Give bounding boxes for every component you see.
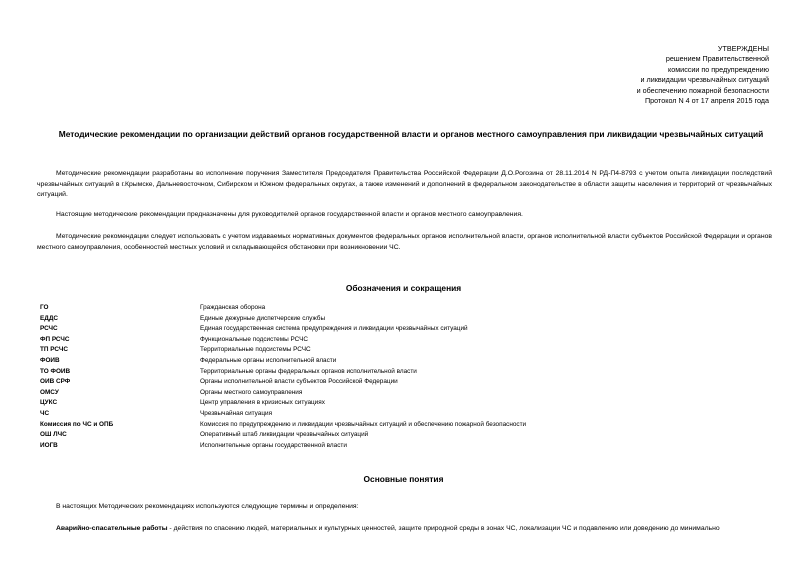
abbreviations-table-body (40, 303, 760, 451)
abbreviation-row (40, 367, 760, 378)
paragraph-audience: Настоящие методические рекомендации предназначены для руководителей органов государственной власти и органов местного самоуправления. (56, 211, 523, 218)
abbreviation-row (40, 356, 760, 367)
document-title: Методические рекомендации по организации действий органов государственной власти и органов местного самоуправления при ликвидации чрезвычайных ситуаций (58, 129, 764, 139)
abbreviation-row (40, 430, 760, 441)
approval-block (469, 44, 769, 106)
approval-line: УТВЕРЖДЕНЫ (717, 44, 769, 53)
abbreviation-meaning: Единые дежурные диспетчерские службы (200, 314, 326, 322)
abbreviation-row (40, 324, 760, 335)
abbreviation-term: ФП РСЧС (40, 335, 70, 343)
concept-definition (37, 524, 772, 535)
abbreviation-meaning: Чрезвычайная ситуация (200, 409, 273, 417)
abbreviations-table (40, 303, 760, 451)
abbreviation-term: ГО (40, 304, 49, 311)
abbreviation-row (40, 409, 760, 420)
concept-term: Аварийно-спасательные работы (56, 525, 168, 532)
abbreviation-term: ЕДДС (40, 314, 58, 322)
concept-text: - действия по спасению людей, материальных и культурных ценностей, защите природной среды в зонах ЧС, локализации ЧС и подавлению или доведению до минимально (167, 525, 720, 532)
abbreviation-meaning: Единая государственная система предупреждения и ликвидации чрезвычайных ситуаций (200, 325, 468, 333)
abbreviation-meaning: Исполнительные органы государственной власти (200, 441, 347, 449)
abbreviation-term: ОИВ СРФ (40, 378, 71, 386)
abbreviation-row (40, 420, 760, 431)
abbreviation-row (40, 345, 760, 356)
abbreviation-meaning: Центр управления в кризисных ситуациях (200, 399, 325, 407)
abbreviation-meaning: Органы исполнительной власти субъектов Российской Федерации (200, 378, 398, 386)
abbreviation-term: ФОИВ (40, 356, 60, 364)
concepts-intro: В настоящих Методических рекомендациях используются следующие термины и определения: (56, 503, 359, 510)
abbreviation-meaning: Территориальные органы федеральных органов исполнительной власти (200, 367, 417, 375)
abbreviation-meaning: Функциональные подсистемы РСЧС (200, 335, 308, 343)
abbreviation-row (40, 388, 760, 399)
abbreviation-row (40, 303, 760, 314)
abbreviation-meaning: Оперативный штаб ликвидации чрезвычайных ситуаций (200, 431, 369, 439)
abbreviation-meaning: Федеральные органы исполнительной власти (200, 356, 337, 364)
abbreviation-term: ОШ ЛЧС (40, 431, 67, 439)
paragraph-basis: Методические рекомендации разработаны во исполнение поручения Заместителя Председателя Правительства Российской Федерации Д.О.Рогозина от 28.11.2014 N РД-П4-8793 с учетом опыта ликвидации последствий чрезвычайных ситуаций в г.Крымске, Дальневосточном, Сибирском и Южном федеральных округах, а также изменений и дополнений в федеральном законодательстве в области защиты населения и территорий от чрезвычайных ситуаций. (37, 170, 772, 199)
concepts-heading: Основные понятия (363, 474, 444, 484)
abbreviation-term: ОМСУ (40, 388, 59, 396)
approval-line: и обеспечению пожарной безопасности (636, 85, 769, 95)
approval-line: Протокол N 4 от 17 апреля 2015 года (645, 96, 769, 106)
abbreviation-row (40, 377, 760, 388)
abbreviation-meaning: Органы местного самоуправления (200, 388, 303, 396)
abbreviation-row (40, 335, 760, 346)
abbreviation-row (40, 441, 760, 452)
abbreviation-meaning: Комиссия по предупреждению и ликвидации чрезвычайных ситуаций и обеспечению пожарной безопасности (200, 420, 527, 428)
abbreviation-term: Комиссия по ЧС и ОПБ (40, 420, 114, 428)
paragraph-usage: Методические рекомендации следует использовать с учетом издаваемых нормативных документов федеральных органов исполнительной власти, органов исполнительной власти субъектов Российской Федерации и органов местного самоуправления, особенностей местных условий и складывающейся обстановки при возникновении ЧС. (37, 233, 772, 251)
abbreviation-term: ТП РСЧС (40, 346, 68, 354)
abbreviation-term: ЦУКС (40, 399, 58, 407)
approval-line: комиссии по предупреждению (668, 64, 769, 74)
abbreviations-heading: Обозначения и сокращения (345, 283, 462, 293)
abbreviation-term: ЧС (40, 409, 50, 417)
abbreviation-row (40, 314, 760, 325)
abbreviation-row (40, 398, 760, 409)
abbreviation-term: ТО ФОИВ (40, 367, 71, 375)
abbreviation-term: РСЧС (40, 325, 58, 333)
abbreviation-meaning: Территориальные подсистемы РСЧС (200, 346, 311, 354)
approval-line: и ликвидации чрезвычайных ситуаций (640, 75, 769, 85)
abbreviation-term: ИОГВ (40, 441, 58, 449)
abbreviation-meaning: Гражданская оборона (200, 304, 266, 311)
approval-line: решением Правительственной (665, 54, 769, 64)
